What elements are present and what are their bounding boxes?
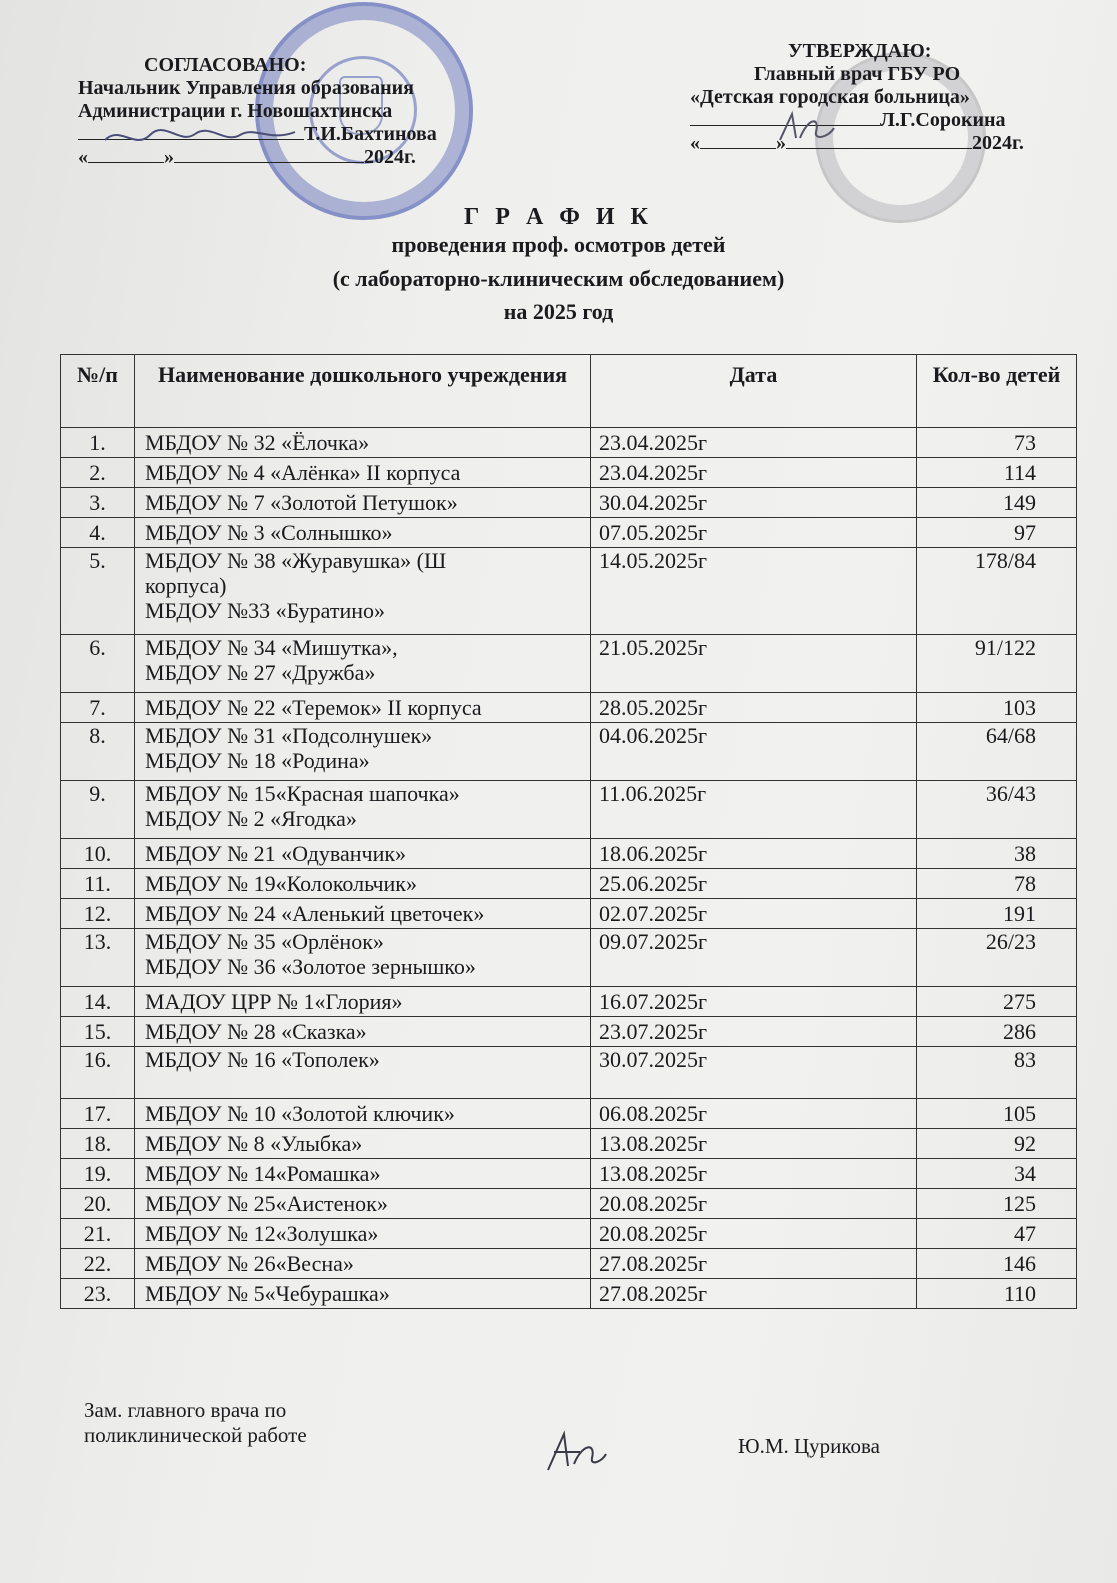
table-row [61, 635, 1077, 693]
footer-position [84, 1398, 307, 1448]
children-count: 275 [917, 987, 1077, 1017]
table-row [61, 1017, 1077, 1047]
exam-date: 23.07.2025г [591, 1017, 917, 1047]
approved-signer-name: Л.Г.Сорокина [880, 109, 1006, 131]
children-count: 110 [917, 1279, 1077, 1309]
approved-heading: УТВЕРЖДАЮ: [788, 40, 932, 62]
table-body [61, 428, 1077, 1309]
institution-name-line: МБДОУ № 4 «Алёнка» II корпуса [145, 460, 461, 485]
document-subtitle-2: (с лабораторно-клиническим обследованием) [332, 266, 785, 291]
row-number: 3. [61, 488, 135, 518]
table-row [61, 899, 1077, 929]
row-number: 22. [61, 1249, 135, 1279]
row-number: 9. [61, 781, 135, 839]
table-row [61, 1047, 1077, 1099]
exam-date: 21.05.2025г [591, 635, 917, 693]
row-number: 21. [61, 1219, 135, 1249]
institution-name [135, 1249, 591, 1279]
institution-name [135, 869, 591, 899]
table-row [61, 1189, 1077, 1219]
exam-date: 16.07.2025г [591, 987, 917, 1017]
institution-name [135, 987, 591, 1017]
table-row [61, 428, 1077, 458]
table-row [61, 1099, 1077, 1129]
exam-date: 30.07.2025г [591, 1047, 917, 1099]
children-count: 34 [917, 1159, 1077, 1189]
institution-name [135, 1047, 591, 1099]
exam-date: 27.08.2025г [591, 1279, 917, 1309]
institution-name [135, 1129, 591, 1159]
row-number: 4. [61, 518, 135, 548]
exam-date: 20.08.2025г [591, 1189, 917, 1219]
institution-name-line: МБДОУ № 25«Аистенок» [145, 1191, 388, 1216]
institution-name [135, 548, 591, 635]
row-number: 7. [61, 693, 135, 723]
children-count: 286 [917, 1017, 1077, 1047]
exam-date: 14.05.2025г [591, 548, 917, 635]
institution-name-line: МБДОУ № 19«Колокольчик» [145, 871, 417, 896]
document-subtitle-1: проведения проф. осмотров детей [391, 232, 726, 257]
header-num: №/п [61, 355, 135, 428]
institution-name-line: МБДОУ № 2 «Ягодка» [145, 806, 357, 831]
table-row [61, 1219, 1077, 1249]
institution-name-line: МБДОУ № 22 «Теремок» II корпуса [145, 695, 482, 720]
exam-date: 20.08.2025г [591, 1219, 917, 1249]
institution-name-line: МБДОУ № 5«Чебурашка» [145, 1281, 390, 1306]
institution-name-line: МБДОУ № 7 «Золотой Петушок» [145, 490, 458, 515]
row-number: 10. [61, 839, 135, 869]
row-number: 23. [61, 1279, 135, 1309]
children-count: 91/122 [917, 635, 1077, 693]
exam-date: 30.04.2025г [591, 488, 917, 518]
footer-signer-name: Ю.М. Цурикова [738, 1434, 881, 1458]
exam-date: 13.08.2025г [591, 1129, 917, 1159]
institution-name-line: МБДОУ № 8 «Улыбка» [145, 1131, 363, 1156]
children-count: 178/84 [917, 548, 1077, 635]
header-count: Кол-во детей [917, 355, 1077, 428]
table-row [61, 869, 1077, 899]
children-count: 146 [917, 1249, 1077, 1279]
institution-name-line: МБДОУ № 28 «Сказка» [145, 1019, 367, 1044]
exam-date: 11.06.2025г [591, 781, 917, 839]
exam-date: 13.08.2025г [591, 1159, 917, 1189]
row-number: 15. [61, 1017, 135, 1047]
document-subtitle-3: на 2025 год [503, 299, 614, 324]
approval-block-agreed [78, 54, 478, 169]
children-count: 105 [917, 1099, 1077, 1129]
row-number: 14. [61, 987, 135, 1017]
row-number: 6. [61, 635, 135, 693]
table-row [61, 723, 1077, 781]
footer-position-line1: Зам. главного врача по [84, 1398, 287, 1422]
children-count: 78 [917, 869, 1077, 899]
institution-name [135, 488, 591, 518]
institution-name [135, 518, 591, 548]
institution-name [135, 899, 591, 929]
children-count: 97 [917, 518, 1077, 548]
children-count: 26/23 [917, 929, 1077, 987]
agreed-year: 2024г. [364, 146, 416, 168]
children-count: 125 [917, 1189, 1077, 1219]
children-count: 73 [917, 428, 1077, 458]
institution-name-line: МБДОУ № 18 «Родина» [145, 748, 370, 773]
exam-date: 25.06.2025г [591, 869, 917, 899]
institution-name-line: МБДОУ № 12«Золушка» [145, 1221, 379, 1246]
children-count: 114 [917, 458, 1077, 488]
institution-name [135, 1279, 591, 1309]
institution-name [135, 1219, 591, 1249]
exam-date: 09.07.2025г [591, 929, 917, 987]
institution-name [135, 458, 591, 488]
table-header-row [61, 355, 1077, 428]
row-number: 12. [61, 899, 135, 929]
table-row [61, 518, 1077, 548]
institution-name-line: МБДОУ № 36 «Золотое зернышко» [145, 954, 476, 979]
table-row [61, 1129, 1077, 1159]
institution-name-line: МБДОУ № 26«Весна» [145, 1251, 354, 1276]
row-number: 13. [61, 929, 135, 987]
institution-name-line: МБДОУ № 3 «Солнышко» [145, 520, 393, 545]
children-count: 149 [917, 488, 1077, 518]
table-row [61, 1279, 1077, 1309]
children-count: 103 [917, 693, 1077, 723]
exam-date: 23.04.2025г [591, 458, 917, 488]
header-name: Наименование дошкольного учреждения [135, 355, 591, 428]
approval-block-approved [690, 40, 1090, 155]
table-row [61, 1159, 1077, 1189]
row-number: 20. [61, 1189, 135, 1219]
row-number: 11. [61, 869, 135, 899]
table-row [61, 929, 1077, 987]
table-row [61, 693, 1077, 723]
institution-name-line: МБДОУ № 15«Красная шапочка» [145, 781, 460, 806]
table-row [61, 458, 1077, 488]
exam-date: 04.06.2025г [591, 723, 917, 781]
institution-name-line: МБДОУ № 16 «Тополек» [145, 1047, 380, 1072]
institution-name-line: МБДОУ № 21 «Одуванчик» [145, 841, 407, 866]
institution-name [135, 929, 591, 987]
table-row [61, 839, 1077, 869]
row-number: 1. [61, 428, 135, 458]
children-count: 92 [917, 1129, 1077, 1159]
agreed-date-line: « » 2024г. [78, 146, 416, 168]
table-row [61, 987, 1077, 1017]
children-count: 47 [917, 1219, 1077, 1249]
institution-name-line: корпуса) [145, 573, 227, 598]
children-count: 83 [917, 1047, 1077, 1099]
children-count: 38 [917, 839, 1077, 869]
exam-date: 27.08.2025г [591, 1249, 917, 1279]
institution-name [135, 781, 591, 839]
agreed-signature-line [78, 123, 478, 146]
institution-name [135, 1189, 591, 1219]
institution-name [135, 1159, 591, 1189]
approved-position: Главный врач ГБУ РО [754, 63, 961, 85]
institution-name-line: МАДОУ ЦРР № 1«Глория» [145, 989, 403, 1014]
institution-name-line: МБДОУ № 32 «Ёлочка» [145, 430, 370, 455]
children-count: 191 [917, 899, 1077, 929]
approved-organization: «Детская городская больница» [690, 86, 970, 108]
exam-date: 06.08.2025г [591, 1099, 917, 1129]
institution-name [135, 723, 591, 781]
children-count: 36/43 [917, 781, 1077, 839]
table-row [61, 488, 1077, 518]
institution-name [135, 693, 591, 723]
institution-name [135, 635, 591, 693]
exam-date: 28.05.2025г [591, 693, 917, 723]
agreed-signer-name: Т.И.Бахтинова [304, 123, 437, 145]
agreed-heading: СОГЛАСОВАНО: [144, 54, 307, 76]
approved-date-line: « » 2024г. [690, 132, 1024, 154]
exam-date: 23.04.2025г [591, 428, 917, 458]
row-number: 16. [61, 1047, 135, 1099]
institution-name [135, 839, 591, 869]
row-number: 8. [61, 723, 135, 781]
institution-name-line: МБДОУ № 35 «Орлёнок» [145, 929, 384, 954]
footer-position-line2: поликлинической работе [84, 1423, 307, 1447]
row-number: 5. [61, 548, 135, 635]
institution-name-line: МБДОУ № 10 «Золотой ключик» [145, 1101, 455, 1126]
exam-date: 18.06.2025г [591, 839, 917, 869]
row-number: 18. [61, 1129, 135, 1159]
signature-footer [540, 1426, 610, 1476]
institution-name-line: МБДОУ № 27 «Дружба» [145, 660, 376, 685]
row-number: 2. [61, 458, 135, 488]
exam-date: 02.07.2025г [591, 899, 917, 929]
institution-name-line: МБДОУ № 14«Ромашка» [145, 1161, 381, 1186]
exam-date: 07.05.2025г [591, 518, 917, 548]
institution-name-line: МБДОУ №33 «Буратино» [145, 598, 386, 623]
approved-year: 2024г. [972, 132, 1024, 154]
agreed-organization: Администрации г. Новошахтинска [78, 100, 393, 122]
institution-name-line: МБДОУ № 38 «Журавушка» (Ш [145, 548, 447, 573]
document-title: Г Р А Ф И К [464, 204, 653, 230]
children-count: 64/68 [917, 723, 1077, 781]
institution-name [135, 1099, 591, 1129]
table-row [61, 548, 1077, 635]
table-row [61, 781, 1077, 839]
institution-name [135, 1017, 591, 1047]
institution-name-line: МБДОУ № 24 «Аленький цветочек» [145, 901, 485, 926]
institution-name-line: МБДОУ № 34 «Мишутка», [145, 635, 398, 660]
institution-name-line: МБДОУ № 31 «Подсолнушек» [145, 723, 433, 748]
table-row [61, 1249, 1077, 1279]
approved-signature-line [690, 109, 1090, 132]
agreed-position: Начальник Управления образования [78, 77, 414, 99]
row-number: 19. [61, 1159, 135, 1189]
row-number: 17. [61, 1099, 135, 1129]
schedule-table [60, 354, 1077, 1309]
header-date: Дата [591, 355, 917, 428]
institution-name [135, 428, 591, 458]
